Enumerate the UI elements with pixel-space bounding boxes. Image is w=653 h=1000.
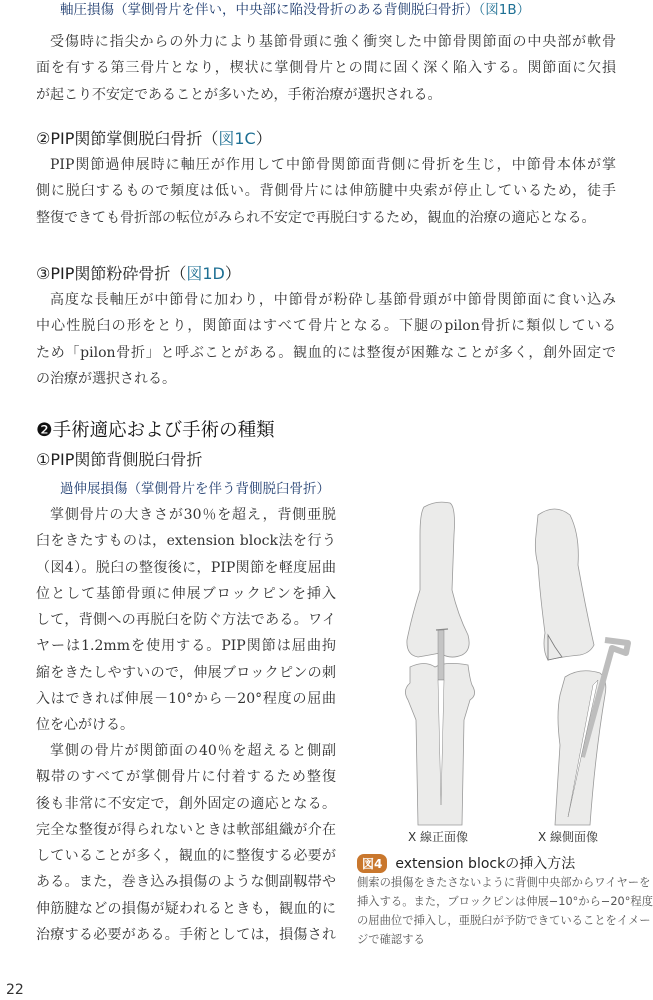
- text-line: 面を有する第三骨片となり，楔状に掌側骨片との間に固く深く陥入する。関節面に欠損: [36, 60, 616, 77]
- figure-title-text: extension blockの挿入方法: [395, 856, 576, 872]
- text-line: 中心性脱臼の形をとり，関節面はすべて骨片となる。下腿のpilon骨折に類似している: [36, 318, 616, 335]
- text-line: 入はできれば伸展－10°から－20°程度の屈曲: [36, 691, 336, 708]
- figure-4-illustration: [390, 495, 653, 835]
- text-line: 掌側の骨片が関節面の40％を超えると側副: [50, 743, 336, 759]
- text-line: 治療する必要がある。手術としては，損傷され: [36, 927, 336, 944]
- text-line: ヤーは1.2mmを使用する。PIP関節は屈曲拘: [36, 638, 336, 655]
- text-line: PIP関節過伸展時に軸圧が作用して中節骨関節面背側に骨折を生じ，中節骨本体が掌: [50, 157, 616, 173]
- paragraph-comminuted-fracture: [36, 287, 616, 392]
- figure-ref-1b[interactable]: （図1B）: [478, 2, 531, 18]
- text-line: 掌側骨片の大きさが30％を超え，背側亜脱: [50, 507, 336, 523]
- figure-title: [357, 853, 575, 873]
- label-xray-front: X 線正面像: [408, 830, 469, 844]
- proximal-phalanx-side: [535, 509, 594, 660]
- text-line: 完全な整復が得られないときは軟部組織が介在: [36, 821, 336, 838]
- text-line: 整復できても骨折部の転位がみられ不安定で再脱臼するため，観血的治療の適応となる。: [36, 209, 596, 226]
- text-line: 側に脱臼するもので頻度は低い。背側骨片には伸筋腱中央索が停止しているため，徒手: [36, 183, 616, 200]
- text-line: していることが多く，観血的に整復する必要が: [36, 848, 336, 865]
- text-line: 縮をきたしやすいので，伸展ブロックピンの刺: [36, 664, 336, 681]
- text-line: 臼をきたすものは，extension block法を行う: [36, 533, 336, 550]
- subheading-text: 軸圧損傷（掌側骨片を伴い，中央部に陥没骨折のある背側脱臼骨折）: [60, 2, 479, 18]
- text-line: して，背側への再脱臼を防ぐ方法である。ワイ: [36, 612, 336, 629]
- pin-icon: [438, 630, 444, 680]
- subheading-hyperextension: 過伸展損傷（掌側骨片を伴う背側脱臼骨折）: [60, 481, 330, 497]
- heading-close: ）: [224, 264, 241, 283]
- paragraph-palmar-fragment: [36, 738, 336, 948]
- heading-palmar-dislocation: [36, 126, 272, 149]
- figure-ref-1c[interactable]: 図1C: [218, 129, 256, 148]
- paragraph-extension-block: [36, 502, 336, 739]
- text-line: ため「pilon骨折」と呼ぶことがある。観血的には整復が困難なことが多く，創外固定で: [36, 344, 616, 361]
- label-xray-side: X 線側面像: [538, 830, 599, 844]
- figure-caption: [357, 873, 653, 949]
- paragraph-axial-injury: [36, 29, 616, 108]
- text-line: 後も非常に不安定で，創外固定の適応となる。: [36, 795, 336, 812]
- caption-line: 側索の損傷をきたさないように背側中央部からワイヤーを: [357, 876, 651, 889]
- text-line: 高度な長軸圧が中節骨に加わり，中節骨が粉砕し基節骨頭が中節骨関節面に食い込み: [50, 292, 616, 308]
- caption-line: の屈曲位で挿入し，亜脱臼が予防できていることをイメー: [357, 914, 651, 927]
- text-line: ある。また，巻き込み損傷のような側副靱帯や: [36, 874, 336, 891]
- paragraph-palmar-dislocation: [36, 152, 616, 231]
- text-line: 靱帯のすべてが掌側骨片に付着するため整復: [36, 769, 336, 786]
- page-number: 22: [6, 982, 24, 998]
- heading-close: ）: [255, 129, 272, 148]
- xray-side-view: [535, 509, 605, 825]
- text-line: 位を心がける。: [36, 717, 134, 734]
- text-line: （図4）。脱臼の整復後に，PIP関節を軽度屈曲: [36, 559, 336, 576]
- caption-line: ジで確認する: [357, 933, 425, 946]
- subheading-axial-injury: [60, 0, 530, 18]
- text-line: の治療が選択される。: [36, 370, 176, 387]
- heading-dorsal-dislocation: ①PIP関節背側脱臼骨折: [36, 450, 203, 469]
- heading-comminuted-fracture: [36, 261, 241, 284]
- heading-surgical-indications: ❷手術適応および手術の種類: [36, 420, 275, 441]
- text-line: が起こり不安定であることが多いため，手術治療が選択される。: [36, 86, 442, 103]
- text-line: 受傷時に指尖からの外力により基節骨頭に強く衝突した中節骨関節面の中央部が軟骨: [50, 34, 616, 50]
- heading-text: ②PIP関節掌側脱臼骨折（: [36, 129, 219, 148]
- text-line: 位として基節骨頭に伸展ブロックピンを挿入: [36, 585, 336, 602]
- caption-line: 挿入する。また，ブロックピンは伸展−10°から−20°程度: [357, 895, 653, 908]
- figure-ref-1d[interactable]: 図1D: [186, 264, 225, 283]
- figure-badge: 図4: [357, 854, 387, 873]
- heading-text: ③PIP関節粉砕骨折（: [36, 264, 187, 283]
- text-line: 伸筋腱などの損傷が疑われるときも，観血的に: [36, 900, 336, 917]
